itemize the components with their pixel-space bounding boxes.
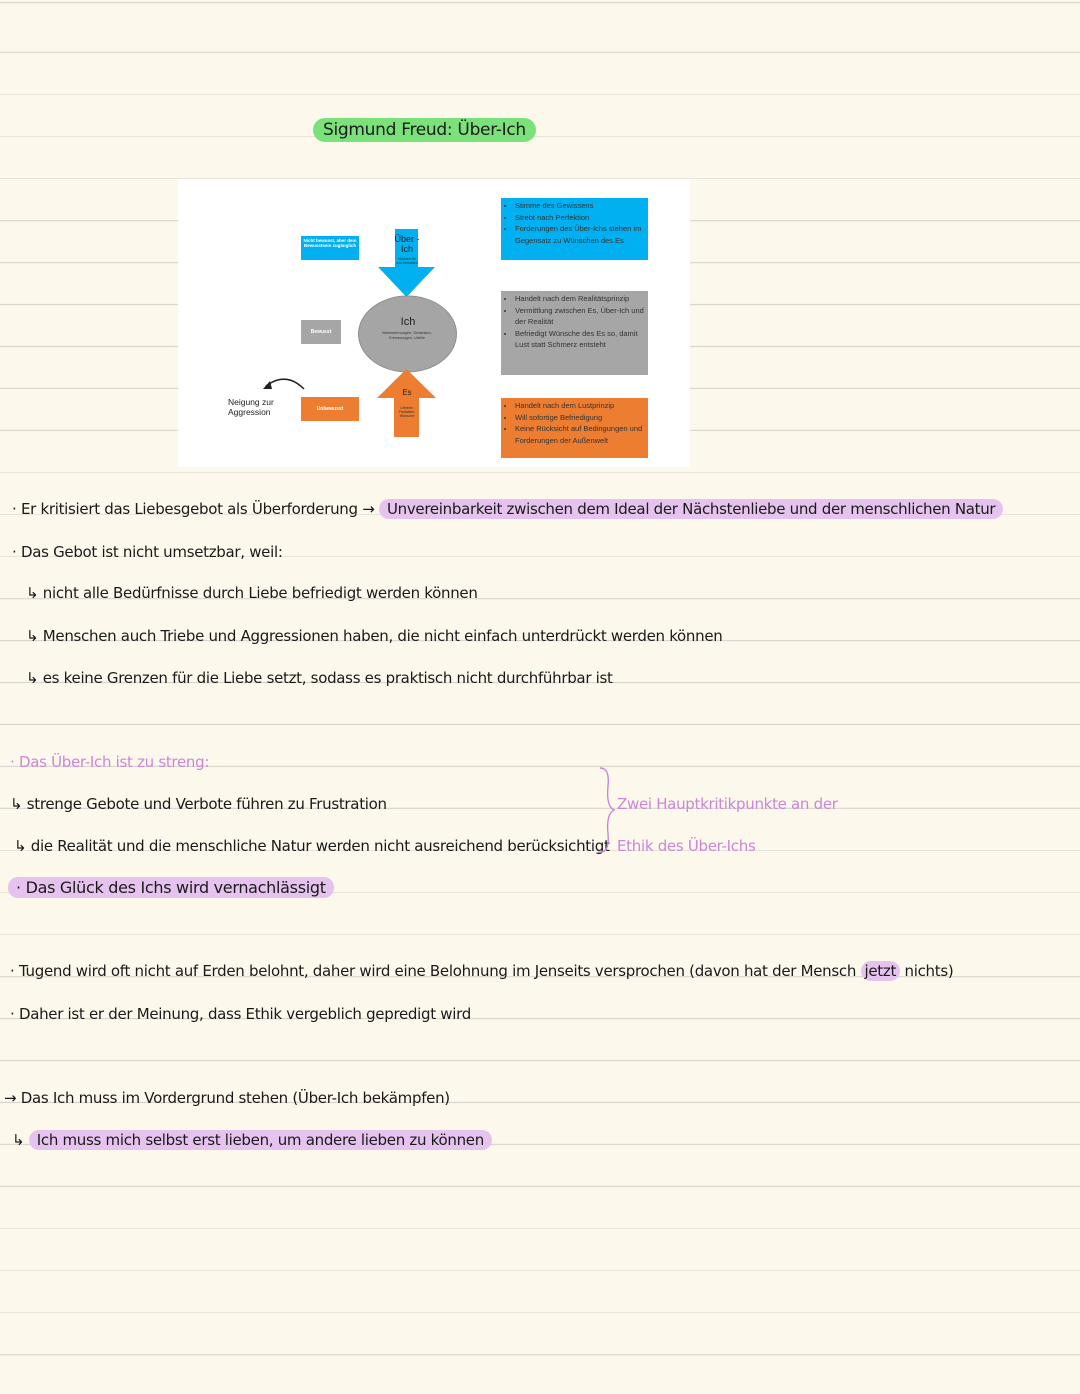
arrow-down-right-icon: ↳ [14,837,27,855]
note-line-1 [12,500,1003,518]
note-line-3 [26,584,478,602]
note-text: es keine Grenzen für die Liebe setzt, sodass es praktisch nicht durchführbar ist [42,669,613,687]
note-text: Das Glück des Ichs wird vernachlässigt [25,878,326,897]
note-text: Das Über-Ich ist zu streng: [18,753,210,771]
label-preconscious: Nicht bewusst, aber dem Bewusstsein zugänglich [301,236,359,260]
note-text: Menschen auch Triebe und Aggressionen haben, die nicht einfach unterdrückt werden können [42,627,723,645]
bullet: · [10,1005,15,1023]
note-line-9 [8,878,334,897]
note-text: die Realität und die menschliche Natur werden nicht ausreichend berücksichtigt [30,837,610,855]
brace-icon [594,766,618,856]
blue-item: • Stimme des Gewissens [515,200,644,212]
es-label: Es [402,388,412,397]
arrow-right-icon: → [4,1089,17,1107]
note-line-4 [26,627,722,645]
aggression-label: Neigung zur Aggression [228,397,274,417]
arrow-down-right-icon: ↳ [26,627,39,645]
note-text: Tugend wird oft nicht auf Erden belohnt, daher wird eine Belohnung im Jenseits versprochen (davon hat der Mensch [18,962,857,980]
side-note-2: Ethik des Über-Ichs [617,837,756,855]
note-line-13 [12,1131,492,1149]
note-line-2 [12,543,283,561]
arrow-down-right-icon: ↳ [26,669,39,687]
arrow-down-right-icon: ↳ [12,1131,25,1149]
note-line-5 [26,669,613,687]
gray-info-box [501,291,648,375]
ich-sub: Wahrnehmungen, Gedanken, Erinnerungen, Urteile [382,331,432,340]
gray-item: • Vermittlung zwischen Es, Über-Ich und der Realität [515,305,644,328]
bullet: · [10,753,15,771]
ich-label: Ich [400,316,416,328]
label-unconscious: Unbewusst [301,397,359,421]
orange-info-box [501,398,648,458]
highlight-text: · Das Glück des Ichs wird vernachlässigt [8,877,334,898]
note-line-8 [14,837,610,855]
orange-item: • Will sofortige Befriedigung [515,412,644,424]
freud-model-figure [178,179,690,467]
highlight-text: Ich muss mich selbst erst lieben, um andere lieben zu können [29,1130,492,1150]
blue-info-box [501,198,648,260]
label-conscious: Bewusst [301,320,341,344]
note-text: nicht alle Bedürfnisse durch Liebe befriedigt werden können [42,584,478,602]
note-line-11 [10,1005,471,1023]
note-text: nichts) [904,962,954,980]
note-text: Das Gebot ist nicht umsetzbar, weil: [20,543,283,561]
highlight-text: jetzt [861,961,901,981]
ueber-ich-label: Über -Ich [394,234,420,254]
ueber-ich-sub: Normen für das Verhalten [396,257,418,265]
note-line-7 [10,795,387,813]
orange-item: • Handelt nach dem Lustprinzip [515,400,644,412]
arrow-down-right-icon: ↳ [10,795,23,813]
note-line-10 [10,962,953,980]
page-title: Sigmund Freud: Über-Ich [313,118,536,142]
aggression-curve-arrow [266,379,304,389]
note-line-12 [4,1089,450,1107]
note-text: Daher ist er der Meinung, dass Ethik vergeblich gepredigt wird [18,1005,471,1023]
gray-item: • Handelt nach dem Realitätsprinzip [515,293,644,305]
note-text: Er kritisiert das Liebesgebot als Überforderung [20,500,358,518]
bullet: · [12,543,17,561]
note-line-6 [10,753,209,771]
blue-item: • Forderungen des Über-Ichs stehen im Gegensatz zu Wünschen des Es [515,223,644,246]
bullet: · [12,500,17,518]
orange-item: • Keine Rücksicht auf Bedingungen und Forderungen der Außenwelt [515,423,644,446]
gray-item: • Befriedigt Wünsche des Es so, damit Lust statt Schmerz entsteht [515,328,644,351]
es-arrow [377,369,436,437]
es-sub: Urtriebe, Fantasien, Wünsche [398,406,416,418]
note-text: Das Ich muss im Vordergrund stehen (Über-Ich bekämpfen) [20,1089,450,1107]
note-text: strenge Gebote und Verbote führen zu Frustration [26,795,387,813]
side-note-1: Zwei Hauptkritikpunkte an der [617,795,838,813]
arrow-right-icon: → [362,500,375,518]
arrow-down-right-icon: ↳ [26,584,39,602]
highlight-text: Unvereinbarkeit zwischen dem Ideal der Nächstenliebe und der menschlichen Natur [379,499,1003,519]
bullet: · [10,962,15,980]
blue-item: • Strebt nach Perfektion [515,212,644,224]
